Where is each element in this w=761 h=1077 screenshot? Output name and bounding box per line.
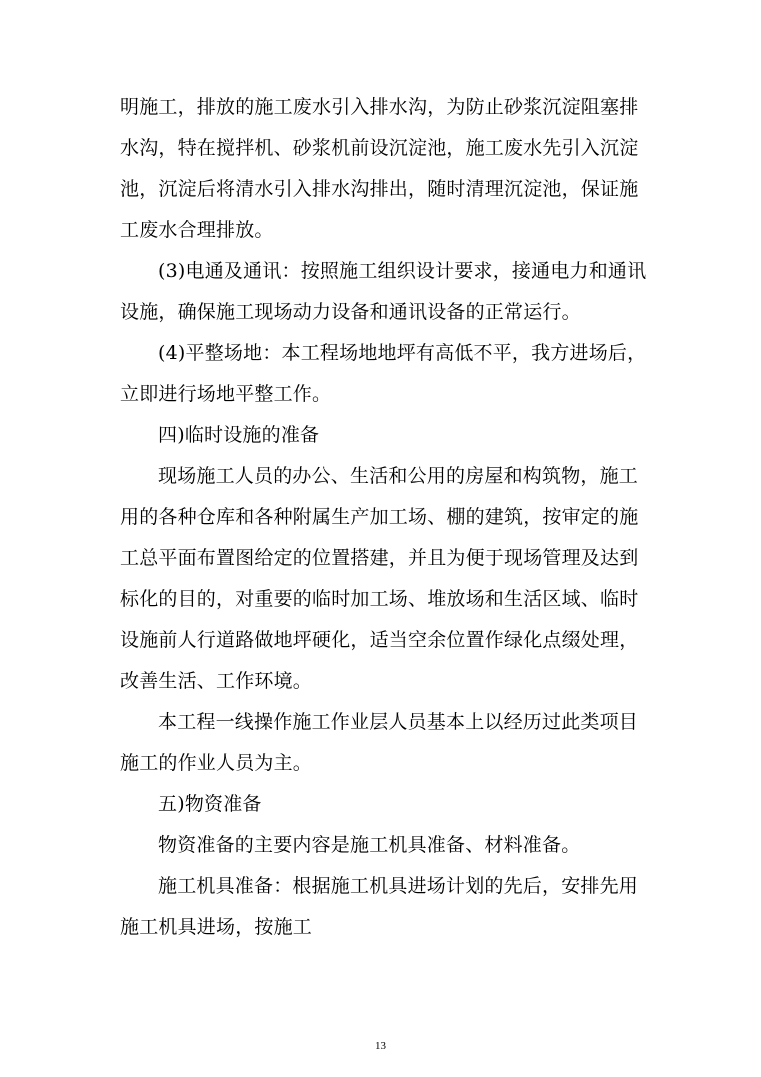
- text-line: 施工机具准备：根据施工机具进场计划的先后，安排先用: [158, 875, 639, 897]
- text-line: (4)平整场地：本工程场地地坪有高低不平，我方进场后，: [158, 342, 647, 364]
- text-line: 改善生活、工作环境。: [120, 670, 313, 692]
- section-heading: 五)物资准备: [158, 793, 262, 815]
- section-heading: 四)临时设施的准备: [158, 424, 320, 446]
- page-number: 13: [375, 1040, 386, 1052]
- text-line: 设施前人行道路做地坪硬化，适当空余位置作绿化点缀处理，: [120, 629, 639, 651]
- text-line: (3)电通及通讯：按照施工组织设计要求，接通电力和通讯: [158, 260, 647, 282]
- text-line: 明施工，排放的施工废水引入排水沟，为防止砂浆沉淀阻塞排: [120, 96, 639, 118]
- text-line: 水沟，特在搅拌机、砂浆机前设沉淀池，施工废水先引入沉淀: [120, 137, 639, 159]
- text-line: 现场施工人员的办公、生活和公用的房屋和构筑物，施工: [158, 465, 639, 487]
- text-line: 本工程一线操作施工作业层人员基本上以经历过此类项目: [158, 711, 639, 733]
- text-line: 标化的目的，对重要的临时加工场、堆放场和生活区域、临时: [120, 588, 639, 610]
- text-line: 池，沉淀后将清水引入排水沟排出，随时清理沉淀池，保证施: [120, 178, 639, 200]
- text-line: 用的各种仓库和各种附属生产加工场、棚的建筑，按审定的施: [120, 506, 639, 528]
- text-line: 工废水合理排放。: [120, 219, 274, 241]
- text-line: 设施，确保施工现场动力设备和通讯设备的正常运行。: [120, 301, 581, 323]
- text-line: 立即进行场地平整工作。: [120, 383, 332, 405]
- text-line: 施工的作业人员为主。: [120, 752, 313, 774]
- body-text: [120, 87, 647, 948]
- text-line: 物资准备的主要内容是施工机具准备、材料准备。: [158, 834, 581, 856]
- text-line: 施工机具进场，按施工: [120, 916, 313, 938]
- text-line: 工总平面布置图给定的位置搭建，并且为便于现场管理及达到: [120, 547, 639, 569]
